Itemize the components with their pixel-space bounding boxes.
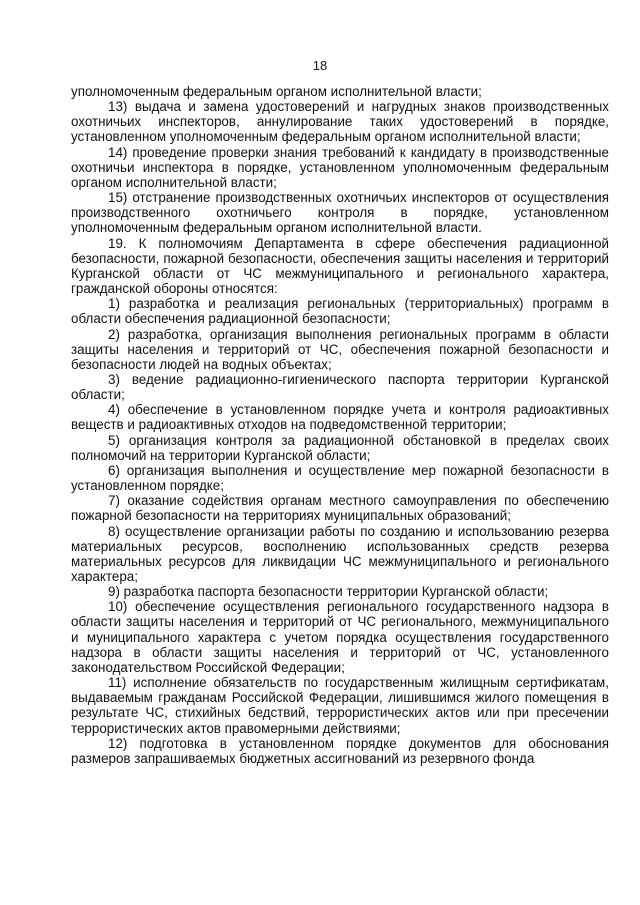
paragraph: 3) ведение радиационно-гигиенического паспорта территории Курганской области; bbox=[71, 371, 609, 403]
paragraph: 11) исполнение обязательств по государственным жилищным сертификатам, выдаваемым гражданам Российской Федерации, лишившимся жилого помещения в результате ЧС, стихийных бедствий, террористических актов или при пресечении террористических актов правомерными действиями; bbox=[71, 675, 609, 736]
paragraph: 10) обеспечение осуществления регионального государственного надзора в области защиты населения и территорий от ЧС регионального, межмуниципального и муниципального характера с учетом порядка осуществления государственного надзора в области защиты населения и территорий от ЧС, установленного законодательством Российской Федерации; bbox=[71, 599, 609, 675]
paragraph: 7) оказание содействия органам местного самоуправления по обеспечению пожарной безопасности на территориях муниципальных образований; bbox=[71, 493, 609, 524]
paragraph: 15) отстранение производственных охотничьих инспекторов от осуществления производственного охотничьего контроля в порядке, установленном уполномоченным федеральным органом исполнительной власти. bbox=[71, 190, 609, 236]
paragraph: 6) организация выполнения и осуществление мер пожарной безопасности в установленном порядке; bbox=[71, 462, 609, 494]
paragraph: 1) разработка и реализация региональных (территориальных) программ в области обеспечения радиационной безопасности; bbox=[71, 296, 609, 327]
paragraph: 9) разработка паспорта безопасности территории Курганской области; bbox=[108, 584, 549, 600]
paragraph: 19. К полномочиям Департамента в сфере обеспечения радиационной безопасности, пожарной безопасности, обеспечения защиты населения и территорий Курганской области от ЧС межмуниципального и регионального характера, гражданской обороны относятся: bbox=[71, 235, 609, 297]
paragraph: 13) выдача и замена удостоверений и нагрудных знаков производственных охотничьих инспекторов, аннулирование таких удостоверений в порядке, установленном уполномоченным федеральным органом исполнительной власти; bbox=[71, 99, 609, 145]
paragraph: уполномоченным федеральным органом исполнительной власти; bbox=[71, 84, 482, 99]
paragraph: 5) организация контроля за радиационной обстановкой в пределах своих полномочий на территории Курганской области; bbox=[71, 432, 609, 463]
page-number: 18 bbox=[312, 58, 328, 73]
paragraph: 4) обеспечение в установленном порядке учета и контроля радиоактивных веществ и радиоактивных отходов на подведомственной территории; bbox=[71, 402, 609, 433]
paragraph: 8) осуществление организации работы по созданию и использованию резерва материальных ресурсов, восполнению использованных средств резерва материальных ресурсов для ликвидации ЧС межмуниципального и регионального характера; bbox=[71, 523, 609, 584]
paragraph: 2) разработка, организация выполнения региональных программ в области защиты населения и территорий от ЧС, обеспечения пожарной безопасности и безопасности людей на водных объектах; bbox=[71, 326, 609, 372]
paragraph: 12) подготовка в установленном порядке документов для обоснования размеров запрашиваемых бюджетных ассигнований из резервного фонда bbox=[71, 735, 609, 766]
paragraph: 14) проведение проверки знания требований к кандидату в производственные охотничьи инспектора в порядке, установленном уполномоченным федеральным органом исполнительной власти; bbox=[71, 144, 609, 190]
document-body bbox=[71, 84, 609, 766]
